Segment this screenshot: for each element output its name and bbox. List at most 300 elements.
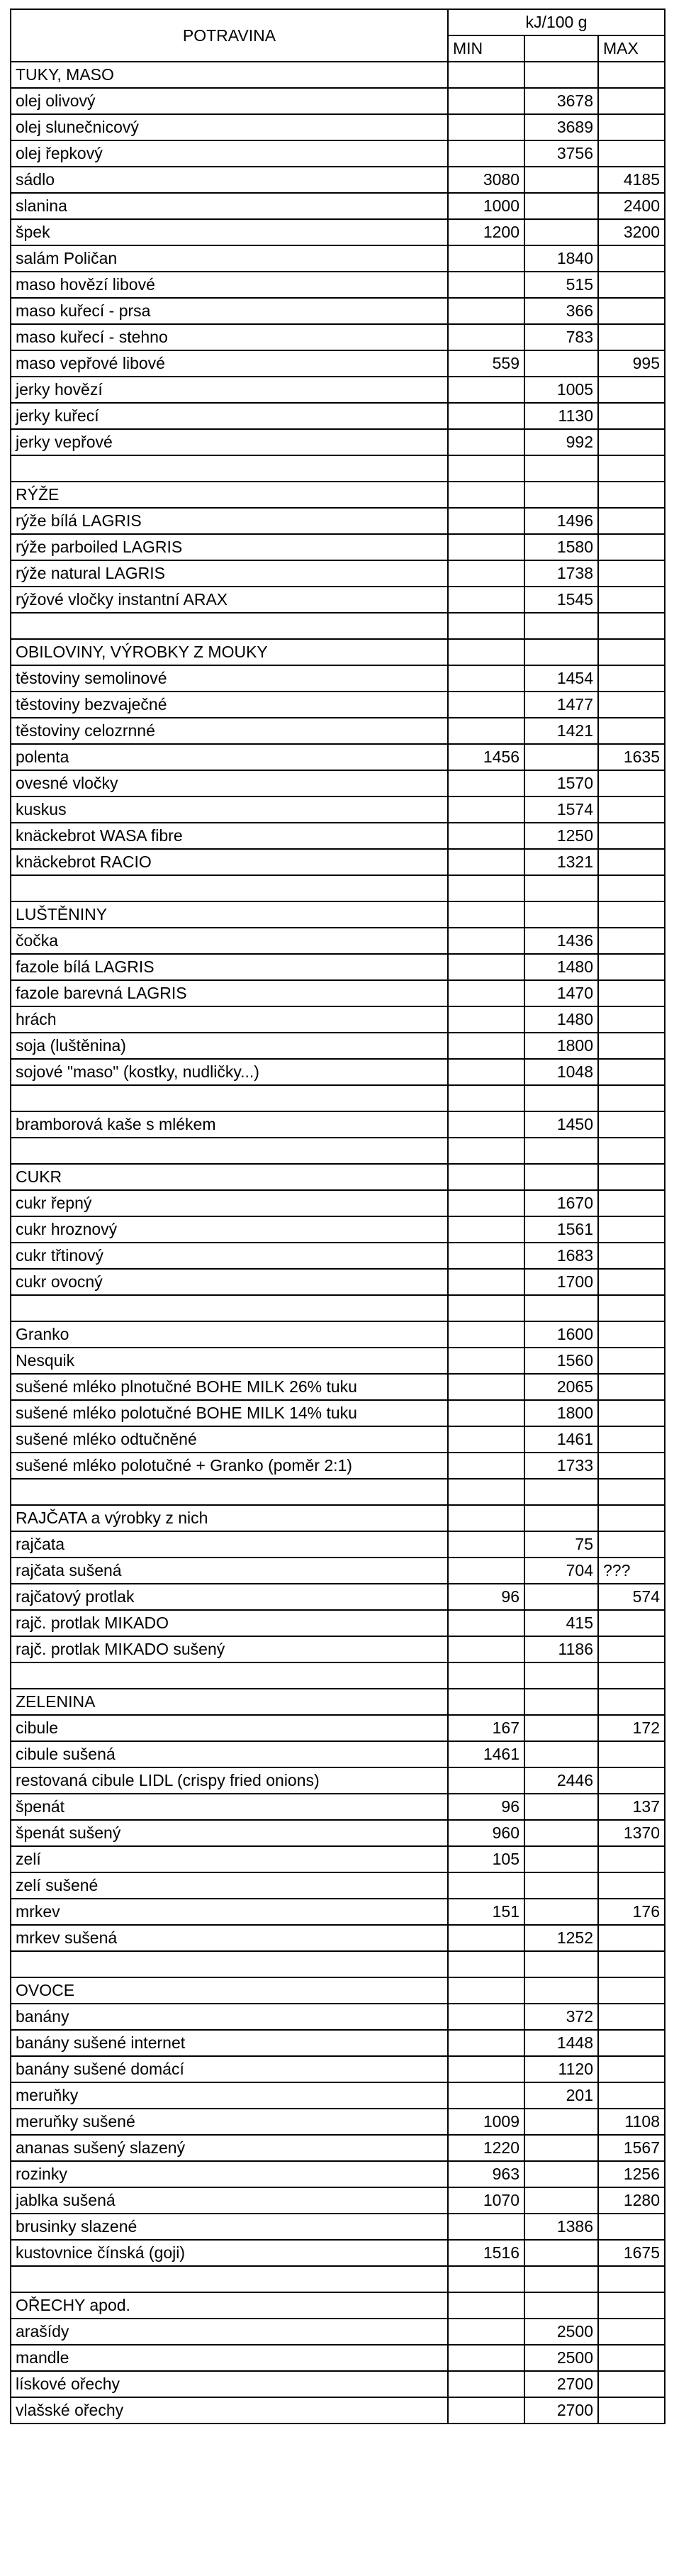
- value-mid: [524, 901, 598, 928]
- section-title: CUKR: [11, 1164, 448, 1190]
- blank-row: [11, 455, 665, 482]
- table-row: [11, 245, 665, 272]
- value-max: [598, 1636, 665, 1662]
- value-min: 1461: [448, 1741, 524, 1767]
- table-row: [11, 2371, 665, 2397]
- value-mid: 3689: [524, 114, 598, 140]
- value-min: [448, 1269, 524, 1295]
- table-row: [11, 1321, 665, 1348]
- value-mid: 2500: [524, 2345, 598, 2371]
- value-min: [448, 849, 524, 875]
- table-row: [11, 1610, 665, 1636]
- value-mid: 1448: [524, 2030, 598, 2056]
- blank-row: [11, 613, 665, 639]
- value-max: [598, 2004, 665, 2030]
- table-row: [11, 1190, 665, 1216]
- value-max: 1567: [598, 2135, 665, 2161]
- value-min: [448, 928, 524, 954]
- food-name: olej slunečnicový: [11, 114, 448, 140]
- value-mid: [524, 1085, 598, 1111]
- food-name: zelí: [11, 1846, 448, 1872]
- food-name: rajč. protlak MIKADO sušený: [11, 1636, 448, 1662]
- value-max: [598, 2371, 665, 2397]
- value-mid: [524, 1662, 598, 1689]
- value-mid: 2500: [524, 2319, 598, 2345]
- section-title: OBILOVINY, VÝROBKY Z MOUKY: [11, 639, 448, 665]
- value-max: [598, 613, 665, 639]
- value-max: [598, 1190, 665, 1216]
- section-title: OŘECHY apod.: [11, 2292, 448, 2319]
- value-mid: 2700: [524, 2397, 598, 2424]
- value-max: [598, 2266, 665, 2292]
- value-max: [598, 88, 665, 114]
- value-max: [598, 2345, 665, 2371]
- value-min: [448, 665, 524, 692]
- food-name: rajčatový protlak: [11, 1584, 448, 1610]
- value-min: 1516: [448, 2240, 524, 2266]
- blank-row: [11, 1479, 665, 1505]
- table-row: [11, 1715, 665, 1741]
- food-name: cukr řepný: [11, 1190, 448, 1216]
- food-name: sušené mléko polotučné BOHE MILK 14% tuku: [11, 1400, 448, 1426]
- section-title: ZELENINA: [11, 1689, 448, 1715]
- table-row: [11, 1111, 665, 1138]
- blank-row: [11, 2266, 665, 2292]
- value-max: 176: [598, 1899, 665, 1925]
- table-row: [11, 665, 665, 692]
- value-min: [448, 1662, 524, 1689]
- value-min: [448, 1138, 524, 1164]
- value-mid: 366: [524, 298, 598, 324]
- value-max: [598, 429, 665, 455]
- value-mid: 1436: [524, 928, 598, 954]
- value-mid: 2065: [524, 1374, 598, 1400]
- value-max: [598, 62, 665, 88]
- value-mid: [524, 482, 598, 508]
- value-max: [598, 1662, 665, 1689]
- food-name: jerky hovězí: [11, 377, 448, 403]
- value-max: [598, 718, 665, 744]
- value-max: [598, 1951, 665, 1977]
- food-name: těstoviny semolinové: [11, 665, 448, 692]
- value-min: [448, 245, 524, 272]
- value-mid: [524, 2109, 598, 2135]
- blank-row: [11, 1295, 665, 1321]
- value-min: [448, 1400, 524, 1426]
- value-max: [598, 1059, 665, 1085]
- value-min: [448, 508, 524, 534]
- table-row: [11, 587, 665, 613]
- value-mid: 2700: [524, 2371, 598, 2397]
- table-row: [11, 718, 665, 744]
- value-max: [598, 272, 665, 298]
- food-name: fazole barevná LAGRIS: [11, 980, 448, 1006]
- value-min: [448, 1610, 524, 1636]
- value-max: [598, 1033, 665, 1059]
- value-min: 1009: [448, 2109, 524, 2135]
- value-min: [448, 2371, 524, 2397]
- value-mid: 1477: [524, 692, 598, 718]
- food-name: sušené mléko odtučněné: [11, 1426, 448, 1453]
- value-max: [598, 1269, 665, 1295]
- value-mid: 1130: [524, 403, 598, 429]
- value-min: 963: [448, 2161, 524, 2187]
- value-mid: 783: [524, 324, 598, 350]
- food-name: maso vepřové libové: [11, 350, 448, 377]
- value-min: [448, 1453, 524, 1479]
- value-mid: [524, 219, 598, 245]
- value-mid: [524, 613, 598, 639]
- value-note: ???: [598, 1558, 665, 1584]
- value-max: [598, 1295, 665, 1321]
- value-max: [598, 245, 665, 272]
- food-name: [11, 1662, 448, 1689]
- table-row: [11, 2135, 665, 2161]
- table-row: [11, 744, 665, 770]
- food-name: vlašské ořechy: [11, 2397, 448, 2424]
- food-name: fazole bílá LAGRIS: [11, 954, 448, 980]
- food-name: jerky vepřové: [11, 429, 448, 455]
- value-min: [448, 1321, 524, 1348]
- food-name: těstoviny celozrnné: [11, 718, 448, 744]
- value-mid: 3756: [524, 140, 598, 167]
- value-max: [598, 901, 665, 928]
- value-max: [598, 1741, 665, 1767]
- table-row: [11, 2397, 665, 2424]
- table-row: [11, 1006, 665, 1033]
- value-max: [598, 1426, 665, 1453]
- value-min: [448, 482, 524, 508]
- food-name: rajčata sušená: [11, 1558, 448, 1584]
- value-min: [448, 2397, 524, 2424]
- value-min: [448, 1872, 524, 1899]
- table-row: [11, 849, 665, 875]
- value-mid: 1800: [524, 1400, 598, 1426]
- food-name: sojové "maso" (kostky, nudličky...): [11, 1059, 448, 1085]
- food-name: knäckebrot RACIO: [11, 849, 448, 875]
- value-mid: 1800: [524, 1033, 598, 1059]
- table-row: [11, 377, 665, 403]
- food-name: mrkev: [11, 1899, 448, 1925]
- value-max: [598, 1400, 665, 1426]
- value-mid: 3678: [524, 88, 598, 114]
- value-mid: 1461: [524, 1426, 598, 1453]
- energy-table: [10, 9, 665, 2424]
- table-row: [11, 219, 665, 245]
- value-max: [598, 1531, 665, 1558]
- table-row: [11, 796, 665, 823]
- value-mid: 1683: [524, 1243, 598, 1269]
- food-name: sušené mléko polotučné + Granko (poměr 2:1): [11, 1453, 448, 1479]
- blank-row: [11, 1662, 665, 1689]
- value-max: [598, 1846, 665, 1872]
- value-max: [598, 1164, 665, 1190]
- value-mid: 1480: [524, 1006, 598, 1033]
- value-min: 1000: [448, 193, 524, 219]
- value-mid: [524, 1741, 598, 1767]
- food-name: těstoviny bezvaječné: [11, 692, 448, 718]
- value-max: [598, 1138, 665, 1164]
- value-min: [448, 560, 524, 587]
- value-max: [598, 482, 665, 508]
- food-name: cukr hroznový: [11, 1216, 448, 1243]
- value-max: [598, 954, 665, 980]
- food-name: [11, 1085, 448, 1111]
- table-row: [11, 193, 665, 219]
- value-mid: [524, 455, 598, 482]
- food-name: knäckebrot WASA fibre: [11, 823, 448, 849]
- food-name: maso kuřecí - prsa: [11, 298, 448, 324]
- value-max: [598, 114, 665, 140]
- section-row: [11, 482, 665, 508]
- food-name: [11, 613, 448, 639]
- table-row: [11, 2004, 665, 2030]
- food-name: rajč. protlak MIKADO: [11, 1610, 448, 1636]
- food-name: banány: [11, 2004, 448, 2030]
- food-name: cibule sušená: [11, 1741, 448, 1767]
- section-row: [11, 2292, 665, 2319]
- table-row: [11, 1767, 665, 1794]
- food-name: zelí sušené: [11, 1872, 448, 1899]
- food-name: banány sušené internet: [11, 2030, 448, 2056]
- value-max: [598, 1505, 665, 1531]
- table-row: [11, 1925, 665, 1951]
- value-mid: 1670: [524, 1190, 598, 1216]
- value-mid: [524, 2240, 598, 2266]
- value-min: 96: [448, 1794, 524, 1820]
- value-max: 1675: [598, 2240, 665, 2266]
- table-row: [11, 88, 665, 114]
- value-min: [448, 272, 524, 298]
- value-mid: [524, 1138, 598, 1164]
- value-mid: [524, 1295, 598, 1321]
- value-max: [598, 1767, 665, 1794]
- table-row: [11, 560, 665, 587]
- table-row: [11, 1872, 665, 1899]
- food-name: cibule: [11, 1715, 448, 1741]
- value-max: [598, 692, 665, 718]
- table-row: [11, 2319, 665, 2345]
- header-unit: kJ/100 g: [448, 9, 665, 35]
- value-min: [448, 1977, 524, 2004]
- value-mid: [524, 167, 598, 193]
- value-min: [448, 1558, 524, 1584]
- value-mid: 1738: [524, 560, 598, 587]
- value-mid: 1386: [524, 2214, 598, 2240]
- section-title: RÝŽE: [11, 482, 448, 508]
- section-row: [11, 1164, 665, 1190]
- value-min: [448, 2345, 524, 2371]
- value-min: [448, 2266, 524, 2292]
- value-min: [448, 1479, 524, 1505]
- value-min: [448, 587, 524, 613]
- value-max: 1280: [598, 2187, 665, 2214]
- value-min: [448, 2030, 524, 2056]
- value-min: 960: [448, 1820, 524, 1846]
- value-max: 1108: [598, 2109, 665, 2135]
- food-name: polenta: [11, 744, 448, 770]
- value-mid: 1421: [524, 718, 598, 744]
- value-max: [598, 770, 665, 796]
- table-row: [11, 2187, 665, 2214]
- food-name: slanina: [11, 193, 448, 219]
- section-title: TUKY, MASO: [11, 62, 448, 88]
- value-min: [448, 1111, 524, 1138]
- table-row: [11, 2214, 665, 2240]
- value-mid: [524, 1846, 598, 1872]
- table-row: [11, 429, 665, 455]
- food-name: ananas sušený slazený: [11, 2135, 448, 2161]
- food-name: cukr ovocný: [11, 1269, 448, 1295]
- section-title: OVOCE: [11, 1977, 448, 2004]
- value-max: [598, 1374, 665, 1400]
- table-row: [11, 1899, 665, 1925]
- value-max: 1370: [598, 1820, 665, 1846]
- value-min: [448, 1689, 524, 1715]
- value-mid: [524, 1479, 598, 1505]
- value-mid: [524, 1820, 598, 1846]
- value-mid: [524, 62, 598, 88]
- value-min: [448, 639, 524, 665]
- table-row: [11, 140, 665, 167]
- value-max: [598, 1216, 665, 1243]
- food-name: salám Poličan: [11, 245, 448, 272]
- value-min: [448, 1164, 524, 1190]
- value-mid: 1700: [524, 1269, 598, 1295]
- value-min: [448, 1216, 524, 1243]
- food-name: maso hovězí libové: [11, 272, 448, 298]
- food-name: lískové ořechy: [11, 2371, 448, 2397]
- food-name: mrkev sušená: [11, 1925, 448, 1951]
- value-max: [598, 2319, 665, 2345]
- value-mid: [524, 2161, 598, 2187]
- section-title: LUŠTĚNINY: [11, 901, 448, 928]
- table-row: [11, 823, 665, 849]
- value-min: [448, 770, 524, 796]
- value-max: [598, 1453, 665, 1479]
- value-min: [448, 324, 524, 350]
- table-row: [11, 2030, 665, 2056]
- value-min: [448, 875, 524, 901]
- food-name: rajčata: [11, 1531, 448, 1558]
- food-name: kustovnice čínská (goji): [11, 2240, 448, 2266]
- food-name: kuskus: [11, 796, 448, 823]
- food-name: [11, 1951, 448, 1977]
- value-max: [598, 1243, 665, 1269]
- value-mid: 1545: [524, 587, 598, 613]
- value-max: [598, 140, 665, 167]
- table-row: [11, 2082, 665, 2109]
- value-mid: 1600: [524, 1321, 598, 1348]
- table-row: [11, 1216, 665, 1243]
- value-mid: [524, 2187, 598, 2214]
- value-max: 3200: [598, 219, 665, 245]
- value-min: [448, 796, 524, 823]
- value-min: [448, 2004, 524, 2030]
- header-max: MAX: [598, 35, 665, 62]
- blank-row: [11, 1138, 665, 1164]
- value-mid: 1574: [524, 796, 598, 823]
- food-name: [11, 875, 448, 901]
- food-name: [11, 2266, 448, 2292]
- food-name: maso kuřecí - stehno: [11, 324, 448, 350]
- table-row: [11, 167, 665, 193]
- header-row-1: [11, 9, 665, 35]
- food-name: špenát sušený: [11, 1820, 448, 1846]
- value-mid: 1560: [524, 1348, 598, 1374]
- section-row: [11, 1505, 665, 1531]
- table-row: [11, 2161, 665, 2187]
- food-name: rýže natural LAGRIS: [11, 560, 448, 587]
- value-mid: 201: [524, 2082, 598, 2109]
- table-row: [11, 1426, 665, 1453]
- value-max: [598, 534, 665, 560]
- value-mid: 1321: [524, 849, 598, 875]
- table-row: [11, 1033, 665, 1059]
- value-max: [598, 2397, 665, 2424]
- table-row: [11, 324, 665, 350]
- value-max: 995: [598, 350, 665, 377]
- value-min: [448, 429, 524, 455]
- value-max: [598, 1085, 665, 1111]
- header-mid: [524, 35, 598, 62]
- food-name: Granko: [11, 1321, 448, 1348]
- value-max: [598, 1925, 665, 1951]
- food-name: brusinky slazené: [11, 2214, 448, 2240]
- blank-row: [11, 1951, 665, 1977]
- value-min: 1200: [448, 219, 524, 245]
- value-max: [598, 324, 665, 350]
- table-row: [11, 298, 665, 324]
- value-min: 1456: [448, 744, 524, 770]
- value-mid: [524, 1715, 598, 1741]
- value-min: [448, 1085, 524, 1111]
- value-mid: [524, 744, 598, 770]
- value-mid: 75: [524, 1531, 598, 1558]
- value-max: [598, 928, 665, 954]
- value-max: [598, 1977, 665, 2004]
- table-row: [11, 1794, 665, 1820]
- value-max: [598, 665, 665, 692]
- food-name: sádlo: [11, 167, 448, 193]
- value-max: 4185: [598, 167, 665, 193]
- value-max: [598, 298, 665, 324]
- value-mid: 1496: [524, 508, 598, 534]
- value-min: [448, 1925, 524, 1951]
- value-max: [598, 849, 665, 875]
- value-min: [448, 1243, 524, 1269]
- value-min: [448, 1059, 524, 1085]
- value-mid: 515: [524, 272, 598, 298]
- food-name: soja (luštěnina): [11, 1033, 448, 1059]
- section-row: [11, 901, 665, 928]
- value-max: [598, 2082, 665, 2109]
- table-row: [11, 1846, 665, 1872]
- table-row: [11, 508, 665, 534]
- value-mid: 1186: [524, 1636, 598, 1662]
- value-mid: 1733: [524, 1453, 598, 1479]
- section-row: [11, 1977, 665, 2004]
- table-row: [11, 1243, 665, 1269]
- value-min: [448, 718, 524, 744]
- table-row: [11, 1636, 665, 1662]
- value-max: 1635: [598, 744, 665, 770]
- table-row: [11, 114, 665, 140]
- value-max: [598, 377, 665, 403]
- table-row: [11, 1059, 665, 1085]
- value-mid: [524, 193, 598, 219]
- value-min: [448, 1426, 524, 1453]
